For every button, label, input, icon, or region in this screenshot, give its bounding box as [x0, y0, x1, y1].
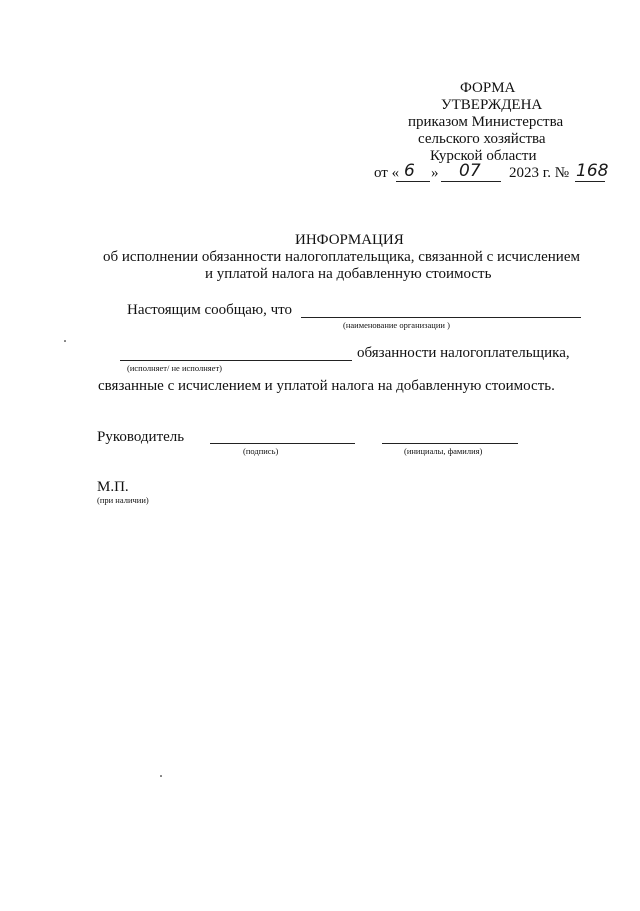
- document-subtitle-line1: об исполнении обязанности налогоплательщика, связанной с исчислением: [103, 249, 580, 265]
- approval-approved-label: УТВЕРЖДЕНА: [441, 97, 543, 113]
- scan-speck: [160, 775, 162, 777]
- obligations-text: обязанности налогоплательщика,: [357, 345, 570, 361]
- approval-month-handwritten: 07: [459, 161, 481, 181]
- related-obligations-text: связанные с исчислением и уплатой налога на добавленную стоимость.: [98, 378, 555, 394]
- stamp-label: М.П.: [97, 479, 129, 495]
- organization-name-line[interactable]: [301, 317, 581, 318]
- approval-number-underline: [575, 181, 605, 182]
- document-heading: ИНФОРМАЦИЯ: [295, 232, 404, 248]
- approval-order-label: приказом Министерства: [408, 114, 564, 130]
- approval-date-prefix: от «: [374, 165, 400, 181]
- approval-month-underline: [441, 181, 501, 182]
- approval-quote-close: »: [431, 165, 439, 181]
- approval-year-number-label: 2023 г. №: [509, 165, 570, 181]
- document-subtitle-line2: и уплатой налога на добавленную стоимость: [205, 266, 492, 282]
- fulfillment-status-caption: (исполняет/ не исполняет): [127, 363, 222, 373]
- full-name-line[interactable]: [382, 443, 518, 444]
- approval-number-handwritten: 168: [576, 161, 609, 181]
- head-label: Руководитель: [97, 429, 185, 445]
- organization-name-caption: (наименование организации ): [343, 320, 450, 330]
- notify-text: Настоящим сообщаю, что: [127, 302, 293, 318]
- signature-line[interactable]: [210, 443, 355, 444]
- signature-caption: (подпись): [243, 446, 279, 456]
- approval-form-label: ФОРМА: [460, 80, 516, 96]
- full-name-caption: (инициалы, фамилия): [404, 446, 483, 456]
- approval-ministry-label: сельского хозяйства: [418, 131, 546, 147]
- approval-region-label: Курской области: [430, 148, 537, 164]
- fulfillment-status-line[interactable]: [120, 360, 352, 361]
- stamp-note: (при наличии): [97, 495, 149, 505]
- scan-speck: [64, 340, 66, 342]
- approval-day-handwritten: 6: [404, 161, 415, 181]
- approval-day-underline: [396, 181, 430, 182]
